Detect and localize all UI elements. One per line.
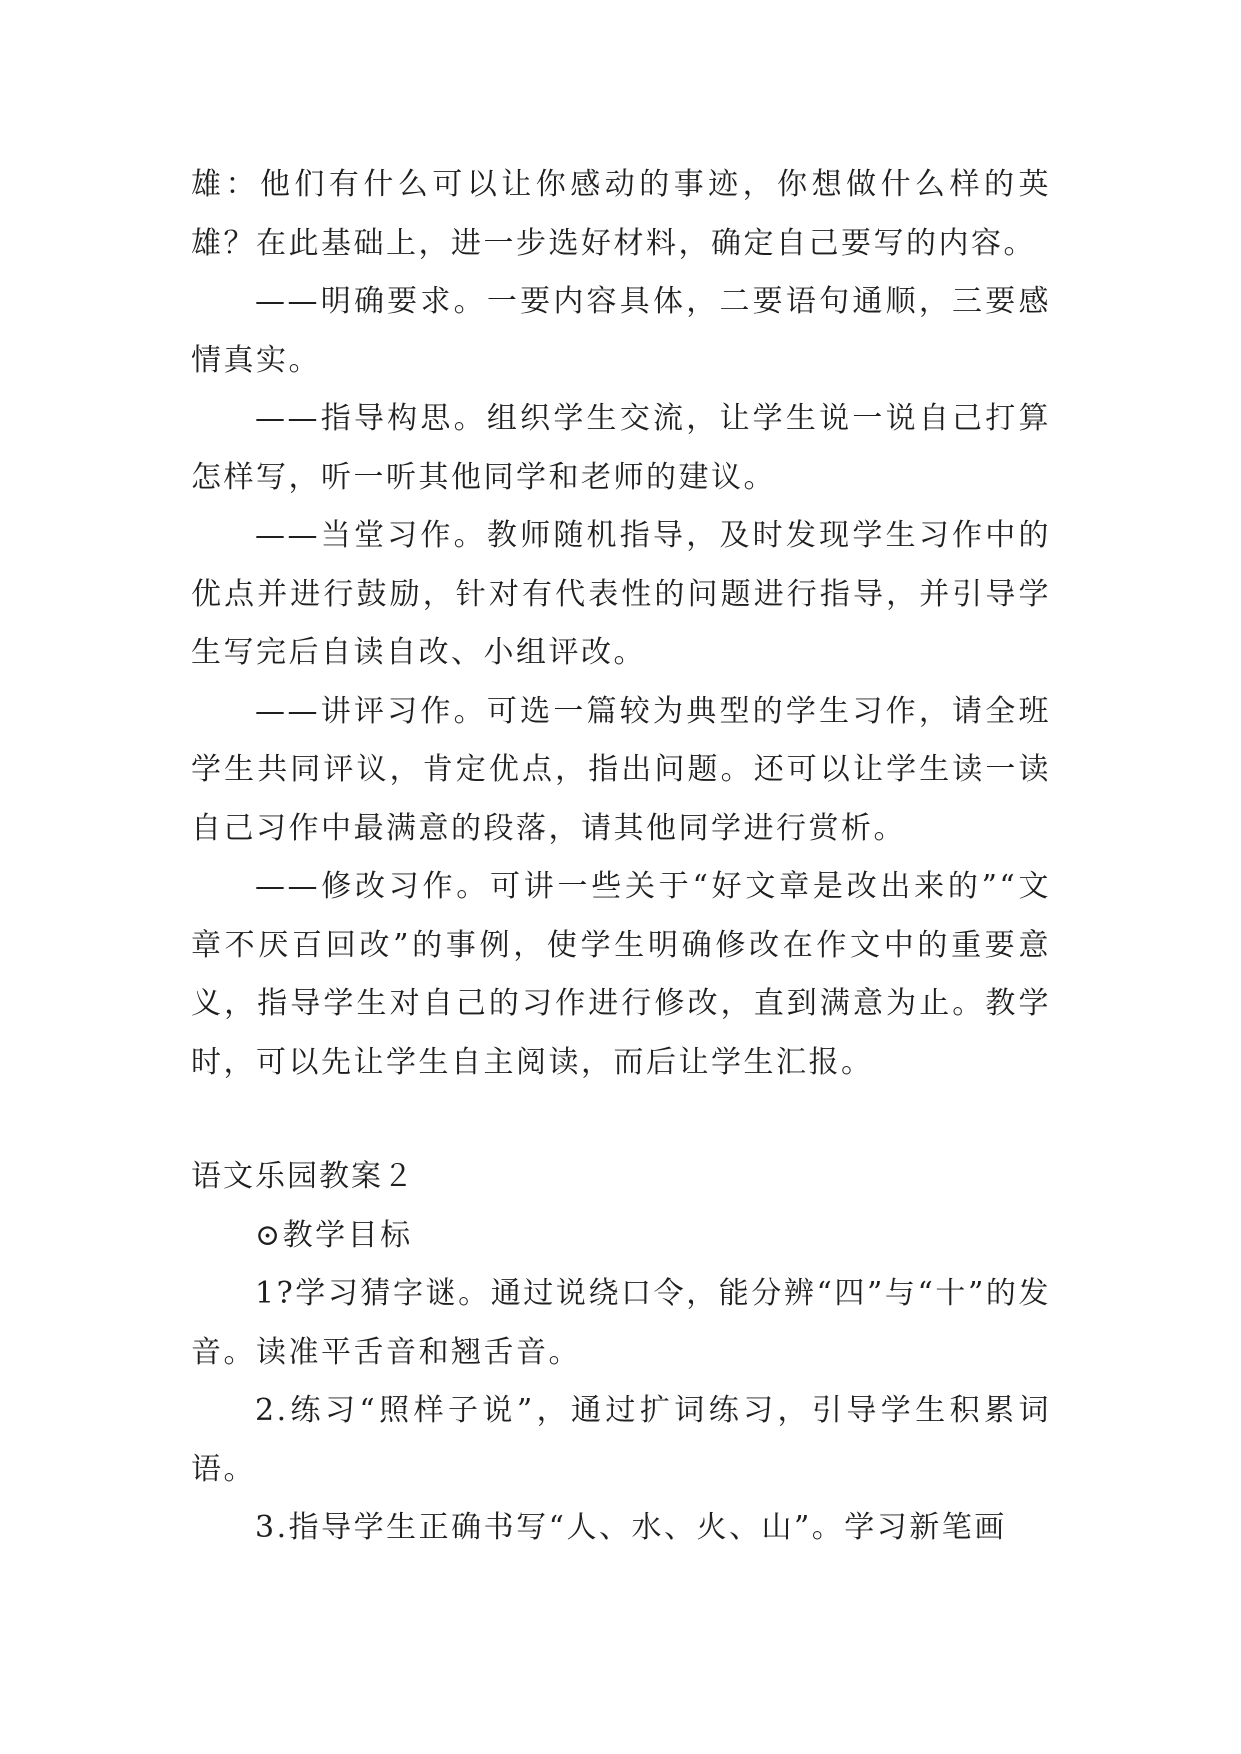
goal-item-2: 2.练习“照样子说”，通过扩词练习，引导学生积累词语。 — [191, 1393, 1051, 1487]
paragraph-intro: 雄：他们有什么可以让你感动的事迹，你想做什么样的英雄？在此基础上，进一步选好材料，确定自己要写的内容。 — [191, 167, 1051, 261]
section-title: 语文乐园教案２ — [191, 1159, 415, 1194]
paragraph-in-class-writing: ——当堂习作。教师随机指导，及时发现学生习作中的优点并进行鼓励，针对有代表性的问题进行指导，并引导学生写完后自读自改、小组评改。 — [191, 518, 1051, 670]
document-body — [191, 156, 1051, 1558]
section-spacer — [191, 1092, 1051, 1148]
paragraph-requirements: ——明确要求。一要内容具体，二要语句通顺，三要感情真实。 — [191, 284, 1051, 378]
goal-item-1: 1?学习猜字谜。通过说绕口令，能分辨“四”与“十”的发音。读准平舌音和翘舌音。 — [191, 1276, 1051, 1370]
paragraph-revision: ——修改习作。可讲一些关于“好文章是改出来的”“文章不厌百回改”的事例，使学生明确修改在作文中的重要意义，指导学生对自己的习作进行修改，直到满意为止。教学时，可以先让学生自主阅读，而后让学生汇报。 — [191, 869, 1051, 1080]
paragraph-review: ——讲评习作。可选一篇较为典型的学生习作，请全班学生共同评议，肯定优点，指出问题。还可以让学生读一读自己习作中最满意的段落，请其他同学进行赏析。 — [191, 693, 1051, 846]
teaching-goals-heading: ⊙教学目标 — [255, 1217, 413, 1253]
goal-item-3: 3.指导学生正确书写“人、水、火、山”。学习新笔画 — [255, 1510, 1007, 1545]
paragraph-conception: ——指导构思。组织学生交流，让学生说一说自己打算怎样写，听一听其他同学和老师的建议。 — [191, 401, 1051, 495]
